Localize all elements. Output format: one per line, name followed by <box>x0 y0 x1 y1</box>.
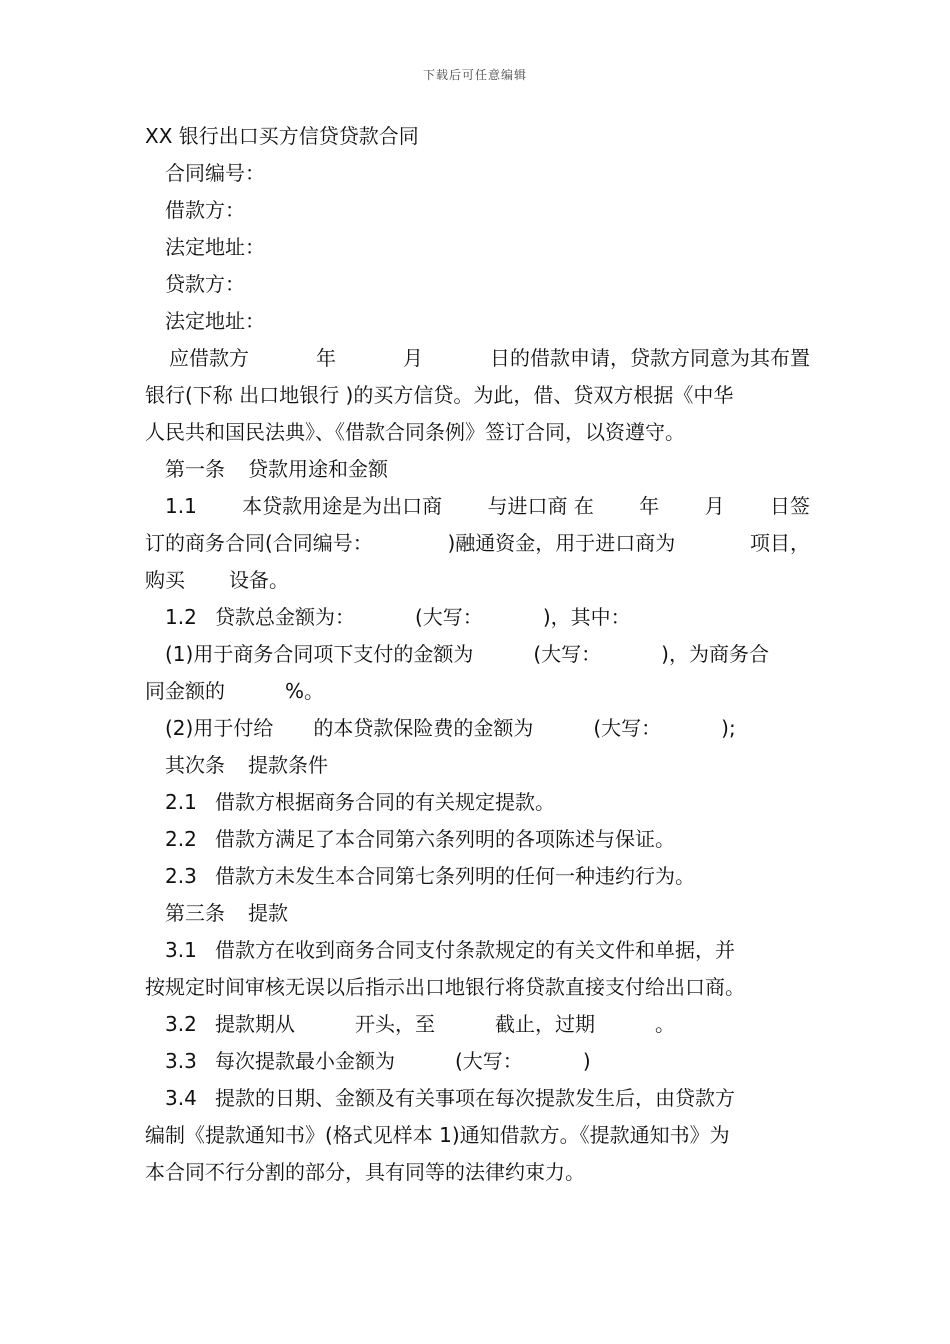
article-title: 贷款用途和金额 <box>248 457 388 481</box>
clause-3-3 <box>145 1043 810 1080</box>
clause-number: 1.1 <box>165 494 197 518</box>
clause-number: 3.2 <box>165 1012 197 1036</box>
clause-text: 截止，过期 <box>495 1012 595 1036</box>
clause-1-2-item-1-line-2 <box>145 673 810 710</box>
article-number: 第一条 <box>165 457 225 481</box>
clause-number: 3.3 <box>165 1049 197 1073</box>
intro-line-3: 人民共和国民法典》、《借款合同条例》签订合同，以资遵守。 <box>145 420 685 444</box>
clause-text: (大写： <box>533 642 602 666</box>
clause-text: 每次提款最小金额为 <box>215 1049 395 1073</box>
contract-number-field: 合同编号： <box>165 161 265 185</box>
clause-3-4-line-3: 本合同不行分割的部分，具有同等的法律约束力。 <box>145 1160 585 1184</box>
clause-text: (大写： <box>455 1049 523 1073</box>
clause-text: 借款方满足了本合同第六条列明的各项陈述与保证。 <box>215 827 675 851</box>
clause-text: ); <box>721 716 736 740</box>
page-header: 下载后可任意编辑 <box>422 68 527 82</box>
clause-text: (大写： <box>593 716 662 740</box>
clause-text: 项目， <box>750 531 810 555</box>
clause-1-2-item-2 <box>145 710 810 747</box>
article-2-heading <box>145 747 810 784</box>
clause-3-1-line-1 <box>145 932 810 969</box>
clause-text: )融通资金，用于进口商为 <box>447 531 676 555</box>
clause-text: 的本贷款保险费的金额为 <box>313 716 534 740</box>
intro-text: 年 <box>316 346 336 370</box>
clause-number: 3.1 <box>165 938 197 962</box>
article-number: 其次条 <box>165 753 225 777</box>
clause-text: 开头，至 <box>355 1012 435 1036</box>
lender-field: 贷款方： <box>165 272 245 296</box>
clause-1-1-line-2 <box>145 525 810 562</box>
clause-2-2 <box>145 821 810 858</box>
clause-text: (大写： <box>415 605 483 629</box>
clause-1-1-line-3 <box>145 562 810 599</box>
clause-text: 借款方未发生本合同第七条列明的任何一种违约行为。 <box>215 864 695 888</box>
clause-text: 本贷款用途是为出口商 <box>242 494 443 518</box>
clause-text: 。 <box>655 1012 675 1036</box>
clause-text: )，为商务合 <box>661 642 769 666</box>
intro-text: 日的借款申请，贷款方同意为其布置 <box>490 346 810 370</box>
article-title: 提款条件 <box>248 753 328 777</box>
clause-text: 与进口商 在 <box>487 494 594 518</box>
clause-number: 2.3 <box>165 864 197 888</box>
lender-address-field: 法定地址： <box>165 309 265 333</box>
intro-text: 应借款方 <box>169 346 249 370</box>
clause-2-1 <box>145 784 810 821</box>
clause-1-1-line-1 <box>145 488 810 525</box>
borrower-address-field: 法定地址： <box>165 235 265 259</box>
clause-text: 月 <box>704 494 725 518</box>
clause-text: 提款的日期、金额及有关事项在每次提款发生后，由贷款方 <box>215 1086 735 1110</box>
contract-body <box>145 118 810 1191</box>
intro-line-2: 银行(下称 出口地银行 )的买方信贷。为此，借、贷双方根据《中华 <box>145 383 734 407</box>
borrower-field: 借款方： <box>165 198 245 222</box>
clause-3-4-line-2: 编制《提款通知书》(格式见样本 1)通知借款方。《提款通知书》为 <box>145 1123 730 1147</box>
clause-text: )，其中： <box>542 605 631 629</box>
clause-text: 设备。 <box>229 568 289 592</box>
clause-text: ) <box>582 1049 591 1073</box>
clause-number: 3.4 <box>165 1086 197 1110</box>
clause-2-3 <box>145 858 810 895</box>
clause-text: 订的商务合同(合同编号： <box>145 531 373 555</box>
clause-text: 贷款总金额为： <box>215 605 355 629</box>
clause-3-1-line-2: 按规定时间审核无误以后指示出口地银行将贷款直接支付给出口商。 <box>145 975 745 999</box>
article-title: 提款 <box>248 901 288 925</box>
article-1-heading <box>145 451 810 488</box>
article-number: 第三条 <box>165 901 225 925</box>
contract-title: XX 银行出口买方信贷贷款合同 <box>145 124 419 148</box>
clause-text: 年 <box>639 494 660 518</box>
clause-text: 提款期从 <box>215 1012 295 1036</box>
clause-1-2 <box>145 599 810 636</box>
clause-text: 借款方在收到商务合同支付条款规定的有关文件和单据，并 <box>215 938 735 962</box>
clause-text: (1)用于商务合同项下支付的金额为 <box>165 642 474 666</box>
clause-text: 借款方根据商务合同的有关规定提款。 <box>215 790 555 814</box>
intro-text: 月 <box>403 346 423 370</box>
clause-3-4-line-1 <box>145 1080 810 1117</box>
clause-number: 2.1 <box>165 790 197 814</box>
clause-number: 2.2 <box>165 827 197 851</box>
clause-text: (2)用于付给 <box>165 716 274 740</box>
clause-text: 同金额的 <box>145 679 225 703</box>
article-3-heading <box>145 895 810 932</box>
clause-text: %。 <box>285 679 325 703</box>
clause-3-2 <box>145 1006 810 1043</box>
clause-text: 日签 <box>769 494 810 518</box>
clause-text: 购买 <box>145 568 185 592</box>
clause-1-2-item-1-line-1 <box>145 636 810 673</box>
intro-line-1 <box>145 340 810 377</box>
clause-number: 1.2 <box>165 605 197 629</box>
